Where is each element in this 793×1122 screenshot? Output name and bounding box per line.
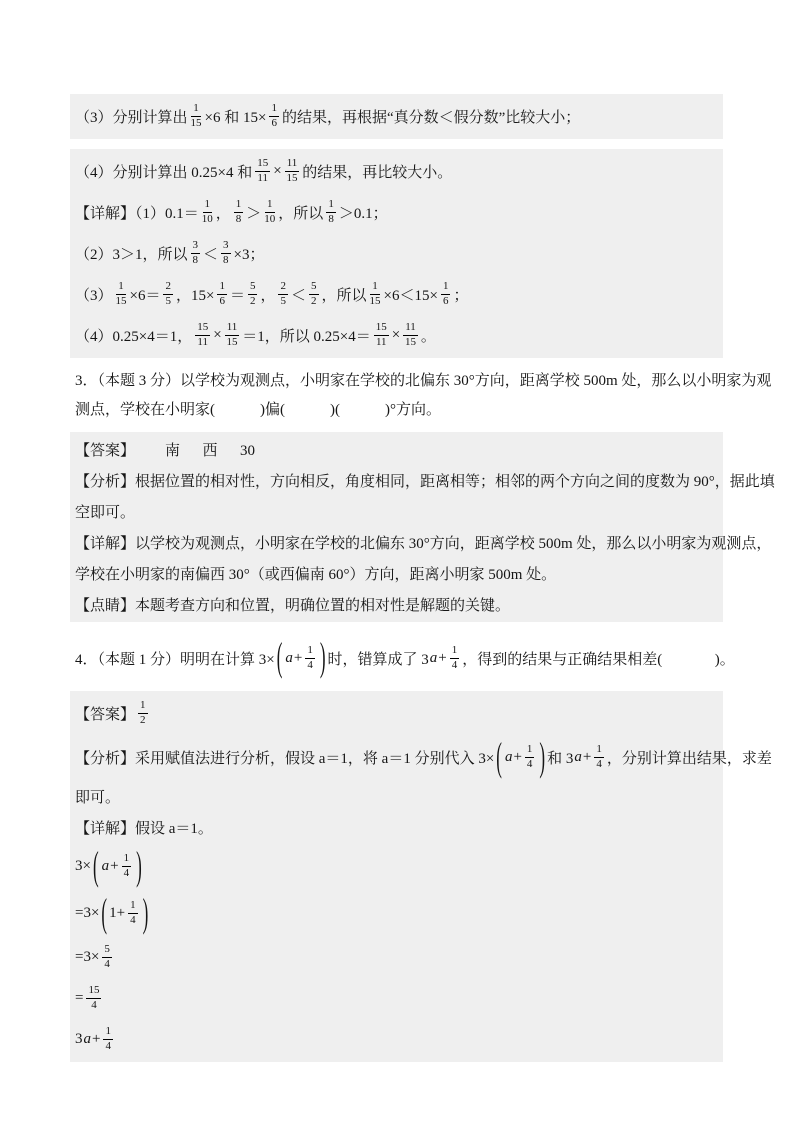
- fraction-denominator: 11: [257, 172, 269, 184]
- text-run: ×: [273, 163, 282, 179]
- text-line: [75, 978, 718, 1019]
- text-run: ＜: [290, 288, 306, 304]
- text-run: ×: [213, 327, 222, 343]
- text-run: 4．（本题 1 分）明明在计算 3×: [75, 651, 275, 668]
- text-run: 【分析】根据位置的相对性，方向相反，角度相同，距离相等；相邻的两个方向之间的度数为 90°，据此填: [75, 474, 775, 490]
- text-run: 3×: [75, 858, 91, 874]
- fraction-denominator: 5: [165, 295, 171, 307]
- text-line: [75, 781, 718, 812]
- text-run: =3×: [75, 949, 100, 965]
- text-run: 3．（本题 3 分）以学校为观测点，小明家在学校的北偏东 30°方向，距离学校 500m 处，那么以小明家为观: [75, 373, 772, 389]
- q2-part4-and-explanation: [70, 149, 723, 358]
- fraction: [234, 199, 244, 225]
- text-run: ，: [260, 288, 276, 304]
- text-run: （3）: [75, 288, 113, 304]
- text-run: =: [75, 990, 84, 1006]
- text-line: [75, 315, 718, 356]
- big-paren: (: [101, 890, 108, 935]
- text-run: ，所以: [321, 288, 367, 304]
- text-run: 【详解】以学校为观测点，小明家在学校的北偏东 30°方向，距离学校 500m 处，那么以小明家为观测点，: [75, 536, 772, 552]
- fraction: [163, 281, 173, 307]
- text-run: ×6＝: [129, 288, 161, 304]
- fraction-numerator: 1: [305, 645, 315, 659]
- text-line: [75, 496, 718, 527]
- text-run: +: [110, 858, 119, 874]
- fraction-denominator: 5: [280, 295, 286, 307]
- big-paren: ): [136, 843, 142, 888]
- math-variable: a: [574, 749, 582, 765]
- fraction-numerator: 1: [450, 645, 460, 659]
- fraction: [594, 744, 604, 770]
- text-run: +: [293, 649, 303, 666]
- text-line: [75, 734, 772, 781]
- text-run: +: [92, 1031, 101, 1047]
- text-run: 的结果，再根据“真分数＜假分数”比较大小；: [281, 110, 581, 126]
- text-run: 1+: [109, 905, 126, 921]
- fraction-numerator: 11: [403, 322, 418, 336]
- text-run: 时，错算成了 3: [327, 651, 429, 668]
- fraction: [128, 900, 138, 926]
- text-run: ＞: [246, 206, 262, 222]
- question-3: [70, 363, 772, 425]
- text-run: ×6＜15×: [383, 288, 438, 304]
- fraction-denominator: 15: [226, 336, 238, 348]
- fraction: [217, 281, 227, 307]
- fraction-denominator: 4: [596, 758, 602, 770]
- fraction-numerator: 15: [374, 322, 389, 336]
- big-paren: (: [92, 843, 99, 888]
- fraction-denominator: 6: [442, 295, 449, 307]
- fraction-denominator: 8: [235, 213, 242, 225]
- fraction-numerator: 1: [525, 744, 535, 758]
- math-variable: a: [504, 749, 513, 765]
- text-run: ；: [453, 288, 469, 304]
- fraction-numerator: 1: [326, 199, 336, 213]
- text-run: ，: [215, 206, 231, 222]
- math-variable: a: [429, 649, 438, 666]
- text-line: [75, 96, 718, 137]
- fraction-denominator: 4: [123, 867, 130, 879]
- fraction-numerator: 1: [265, 199, 275, 213]
- fraction-numerator: 1: [594, 744, 604, 758]
- text-line: [75, 589, 718, 620]
- fraction: [326, 199, 336, 225]
- text-line: [75, 632, 735, 684]
- text-line: [75, 434, 718, 465]
- text-run: ＝1，所以 0.25×4＝: [242, 329, 371, 345]
- fraction-numerator: 11: [225, 322, 240, 336]
- text-line: [75, 394, 718, 423]
- text-run: （4）分别计算出 0.25×4 和: [75, 165, 253, 181]
- math-variable: a: [83, 1031, 91, 1047]
- big-paren: (: [276, 634, 283, 680]
- text-run: +: [582, 749, 592, 765]
- text-run: ，分别计算出结果，求差: [606, 751, 772, 767]
- fraction: [138, 700, 148, 726]
- text-run: 【详解】假设 a＝1。: [75, 821, 213, 837]
- fraction: [225, 322, 240, 348]
- fraction: [248, 281, 258, 307]
- text-run: ×: [391, 327, 401, 343]
- fraction-numerator: 5: [102, 944, 112, 958]
- text-run: 的结果，再比较大小。: [302, 165, 453, 181]
- text-line: [75, 365, 772, 394]
- fraction-numerator: 1: [191, 103, 201, 117]
- text-run: +: [438, 649, 447, 666]
- fraction-numerator: 11: [285, 158, 300, 172]
- fraction-denominator: 15: [369, 295, 381, 307]
- fraction: [370, 281, 381, 307]
- math-variable: a: [101, 858, 110, 874]
- fraction-numerator: 1: [103, 1026, 113, 1040]
- text-run: 即可。: [75, 790, 121, 806]
- text-run: （4）0.25×4＝1，: [75, 329, 193, 345]
- fraction-denominator: 8: [192, 254, 199, 266]
- fraction-denominator: 15: [190, 117, 202, 129]
- text-line: [75, 812, 718, 843]
- fraction-numerator: 3: [221, 240, 231, 254]
- text-run: ×3；: [233, 247, 265, 263]
- text-run: ，得到的结果与正确结果相差( )。: [462, 651, 735, 668]
- text-run: 空即可。: [75, 505, 136, 521]
- text-run: 3: [75, 1031, 83, 1047]
- fraction-numerator: 15: [255, 158, 270, 172]
- big-paren: ): [539, 734, 546, 779]
- text-run: ，15×: [175, 288, 215, 304]
- text-line: [75, 693, 718, 734]
- fraction-denominator: 4: [104, 958, 110, 970]
- fraction-denominator: 2: [140, 714, 146, 726]
- text-line: [75, 558, 718, 589]
- fraction-numerator: 5: [248, 281, 258, 295]
- fraction-denominator: 11: [375, 336, 387, 348]
- fraction-denominator: 4: [130, 914, 136, 926]
- fraction: [103, 1026, 113, 1052]
- fraction: [305, 645, 315, 671]
- fraction: [116, 281, 127, 307]
- fraction-numerator: 5: [309, 281, 319, 295]
- text-run: 。: [420, 329, 436, 345]
- fraction: [269, 103, 279, 129]
- big-paren: ): [142, 890, 149, 935]
- question-4-answer-block: [70, 691, 772, 1062]
- fraction: [122, 853, 132, 879]
- fraction-numerator: 1: [217, 281, 227, 295]
- fraction-denominator: 8: [328, 213, 334, 225]
- text-run: 【分析】采用赋值法进行分析，假设 a＝1，将 a＝1 分别代入 3×: [75, 751, 495, 767]
- text-run: +: [513, 749, 522, 765]
- math-variable: a: [285, 649, 293, 666]
- fraction-denominator: 2: [311, 295, 317, 307]
- big-paren: ): [319, 634, 326, 680]
- text-line: [75, 151, 718, 192]
- text-line: [75, 233, 718, 274]
- fraction-denominator: 15: [115, 295, 127, 307]
- question-4: [70, 630, 735, 686]
- fraction-numerator: 1: [128, 900, 138, 914]
- fraction: [278, 281, 288, 307]
- text-run: ，所以: [278, 206, 324, 222]
- text-run: =3×: [75, 905, 100, 921]
- text-run: 【答案】 南 西 30: [75, 443, 256, 459]
- fraction: [309, 281, 319, 307]
- fraction-denominator: 15: [405, 336, 417, 348]
- fraction: [403, 322, 418, 348]
- fraction-denominator: 6: [219, 295, 225, 307]
- fraction: [86, 985, 101, 1011]
- fraction: [221, 240, 231, 266]
- text-line: [75, 274, 718, 315]
- fraction-numerator: 15: [86, 985, 101, 999]
- fraction-denominator: 4: [451, 658, 458, 671]
- fraction: [264, 199, 275, 225]
- fraction: [450, 645, 460, 671]
- fraction-denominator: 10: [264, 213, 276, 225]
- fraction: [191, 103, 202, 129]
- fraction-denominator: 4: [105, 1040, 111, 1052]
- fraction: [195, 322, 210, 348]
- fraction-denominator: 4: [91, 999, 97, 1011]
- text-run: 【点睛】本题考查方向和位置，明确位置的相对性是解题的关键。: [75, 598, 511, 614]
- text-line: [75, 937, 718, 978]
- text-run: （2）3＞1，所以: [75, 247, 188, 263]
- fraction-numerator: 1: [234, 199, 244, 213]
- fraction-numerator: 2: [163, 281, 173, 295]
- fraction: [285, 158, 300, 184]
- fraction-denominator: 2: [249, 295, 256, 307]
- fraction-numerator: 15: [195, 322, 210, 336]
- fraction: [102, 944, 112, 970]
- text-run: ＞0.1；: [338, 206, 388, 222]
- text-line: [75, 890, 718, 937]
- fraction-numerator: 1: [370, 281, 380, 295]
- text-run: 【答案】: [75, 707, 136, 723]
- text-run: （3）分别计算出: [75, 110, 188, 126]
- text-line: [75, 843, 718, 890]
- fraction-numerator: 1: [122, 853, 132, 867]
- text-line: [75, 1019, 718, 1060]
- fraction: [255, 158, 270, 184]
- text-run: ＝: [229, 288, 245, 304]
- fraction-denominator: 4: [526, 758, 533, 770]
- fraction: [525, 744, 535, 770]
- fraction-numerator: 2: [278, 281, 288, 295]
- text-line: [75, 465, 775, 496]
- fraction-numerator: 1: [116, 281, 126, 295]
- fraction-numerator: 1: [441, 281, 451, 295]
- fraction: [441, 281, 451, 307]
- fraction-numerator: 3: [191, 240, 201, 254]
- text-run: 【详解】（1）0.1＝: [75, 206, 199, 222]
- fraction-denominator: 10: [201, 213, 213, 225]
- fraction-numerator: 1: [269, 103, 279, 117]
- fraction-denominator: 8: [223, 254, 229, 266]
- fraction-denominator: 6: [271, 117, 277, 129]
- fraction-numerator: 1: [203, 199, 213, 213]
- text-line: [75, 527, 772, 558]
- fraction-denominator: 15: [286, 172, 298, 184]
- text-run: 和 3: [547, 751, 574, 767]
- text-run: 测点，学校在小明家( )偏( )( )°方向。: [75, 402, 441, 418]
- text-run: 学校在小明家的南偏西 30°（或西偏南 60°）方向，距离小明家 500m 处。: [75, 567, 557, 583]
- q2-part3: [70, 94, 723, 139]
- fraction: [374, 322, 389, 348]
- text-run: ×6 和 15×: [204, 110, 267, 126]
- big-paren: (: [496, 734, 502, 779]
- fraction: [191, 240, 201, 266]
- fraction-denominator: 11: [197, 336, 209, 348]
- fraction-numerator: 1: [138, 700, 148, 714]
- text-line: [75, 192, 718, 233]
- question-3-answer-block: [70, 432, 775, 622]
- fraction: [202, 199, 213, 225]
- text-run: ＜: [203, 247, 219, 263]
- fraction-denominator: 4: [307, 658, 313, 671]
